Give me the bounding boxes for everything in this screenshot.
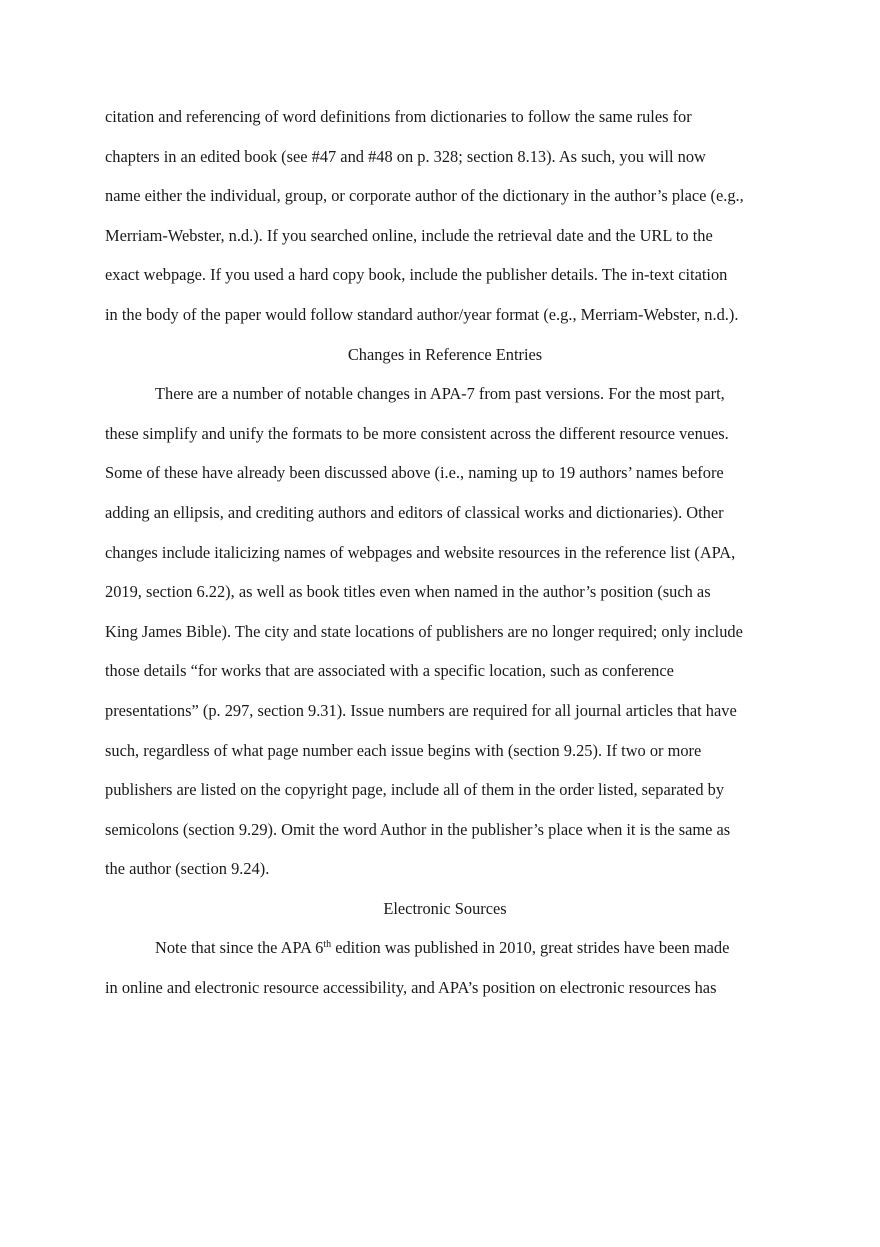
paragraph-reference-changes (105, 374, 785, 889)
text-line: in online and electronic resource accessibility, and APA’s position on electronic resources has (105, 978, 717, 998)
text-line: exact webpage. If you used a hard copy book, include the publisher details. The in-text citation (105, 265, 728, 285)
body-text (105, 97, 785, 1008)
paragraph-dictionary-citation (105, 97, 785, 335)
paragraph-electronic-sources (105, 928, 785, 1007)
text-line: these simplify and unify the formats to be more consistent across the different resource venues. (105, 423, 729, 443)
text-line: those details “for works that are associated with a specific location, such as conference (105, 661, 674, 681)
text-line: in the body of the paper would follow standard author/year format (e.g., Merriam-Webster, n.d.). (105, 304, 739, 324)
text-line: chapters in an edited book (see #47 and #48 on p. 328; section 8.13). As such, you will now (105, 146, 706, 166)
section-heading-changes-in-reference-entries: Changes in Reference Entries (347, 344, 543, 364)
text-line: citation and referencing of word definitions from dictionaries to follow the same rules for (105, 107, 692, 126)
section-heading-electronic-sources: Electronic Sources (383, 898, 507, 918)
text-fragment: Note that since the APA 6 (155, 938, 324, 958)
text-line: publishers are listed on the copyright page, include all of them in the order listed, separated by (105, 780, 725, 800)
text-line: adding an ellipsis, and crediting authors and editors of classical works and dictionaries). Other (105, 502, 724, 522)
text-line: 2019, section 6.22), as well as book titles even when named in the author’s position (such as (105, 582, 711, 602)
text-line: semicolons (section 9.29). Omit the word Author in the publisher’s place when it is the same as (105, 819, 731, 839)
text-line: King James Bible). The city and state locations of publishers are no longer required; only include (105, 621, 743, 641)
superscript-ordinal: th (323, 939, 332, 951)
text-line (105, 928, 785, 968)
text-line: Some of these have already been discussed above (i.e., naming up to 19 authors’ names before (105, 463, 724, 483)
text-line: Merriam-Webster, n.d.). If you searched online, include the retrieval date and the URL to the (105, 225, 713, 245)
text-line: presentations” (p. 297, section 9.31). Issue numbers are required for all journal articles that have (105, 700, 737, 720)
text-line: the author (section 9.24). (105, 859, 270, 879)
text-line: changes include italicizing names of webpages and website resources in the reference list (APA, (105, 542, 736, 562)
text-line: There are a number of notable changes in APA-7 from past versions. For the most part, (155, 384, 725, 404)
text-line: such, regardless of what page number each issue begins with (section 9.25). If two or more (105, 740, 702, 760)
text-fragment: edition was published in 2010, great strides have been made (331, 938, 730, 958)
text-line: name either the individual, group, or corporate author of the dictionary in the author’s place (e.g., (105, 186, 744, 206)
